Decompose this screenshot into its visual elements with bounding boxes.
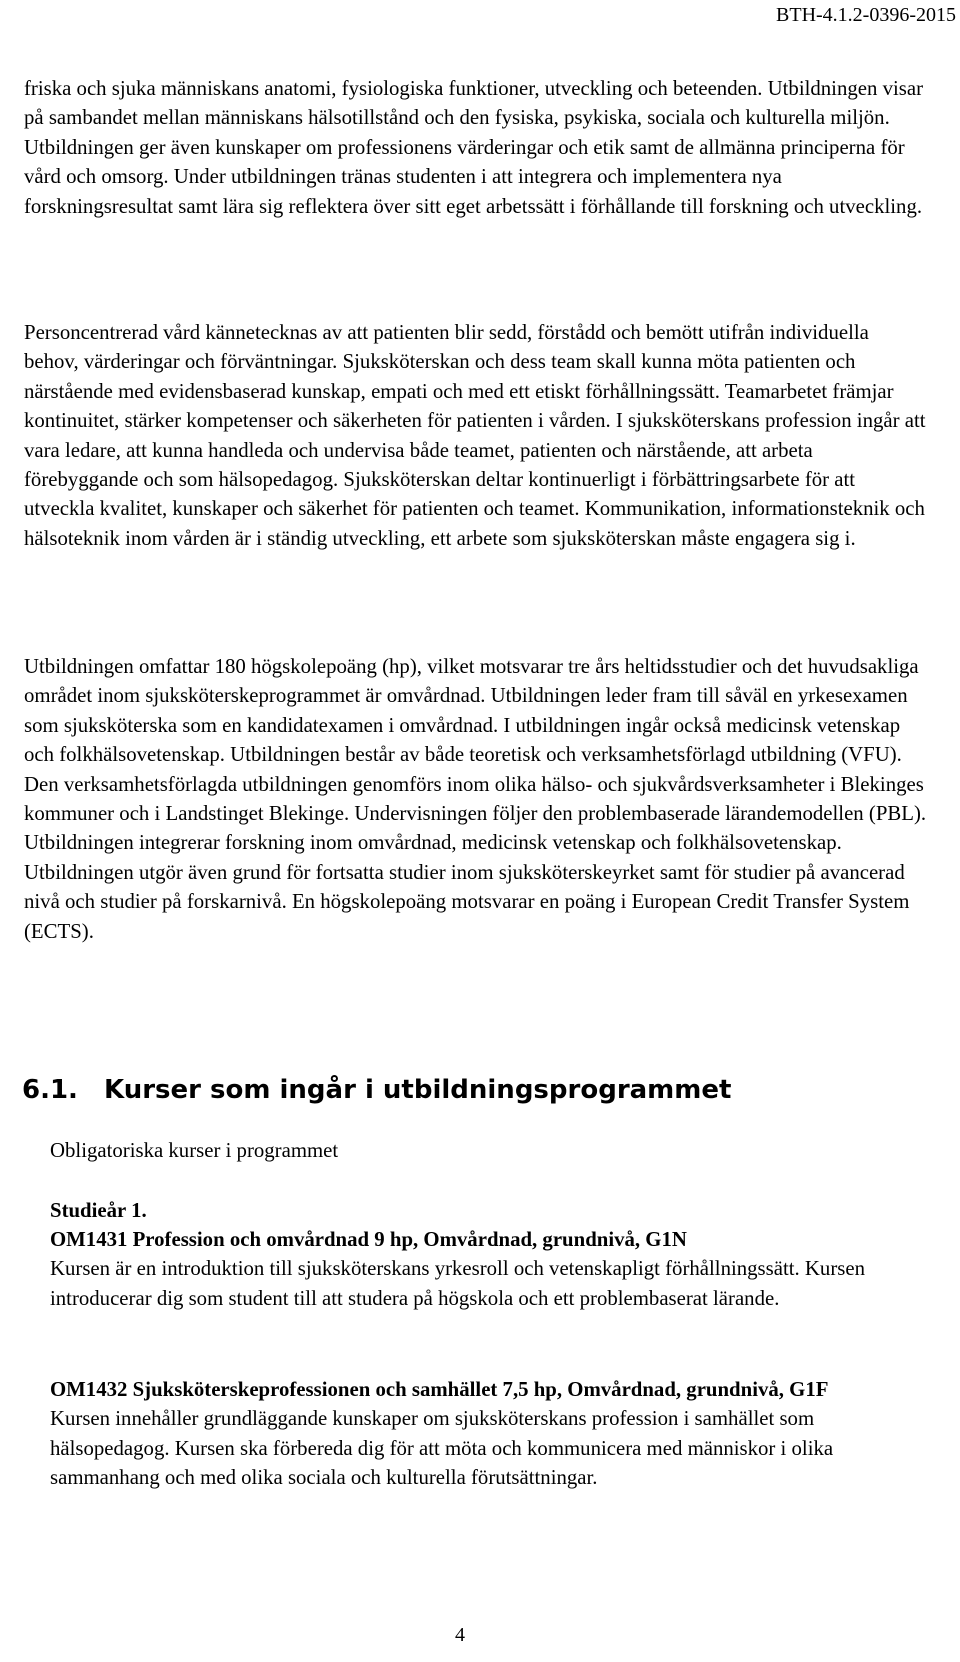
- course-entry: [50, 1375, 930, 1493]
- course-description: Kursen innehåller grundläggande kunskaper om sjuksköterskans profession i samhället som hälsopedagog. Kursen ska förbereda dig för att möta och kommunicera med människor i olika sammanhang och med olika sociala och kulturella förutsättningar.: [50, 1407, 834, 1490]
- body-paragraph-2: Personcentrerad vård kännetecknas av att patienten blir sedd, förstådd och bemött utifrån individuella behov, värderingar och förväntningar. Sjuksköterskan och dess team skall kunna möta patienten och närstående med evidensbaserad kunskap, empati och med ett etiskt förhållningssätt. Teamarbetet främjar kontinuitet, stärker kompetenser och säkerheten för patienten i vården. I sjuksköterskans profession ingår att vara ledare, att kunna handleda och undervisa både teamet, patienten och närstående, att arbeta förebyggande och som hälsopedagog. Sjuksköterskan deltar kontinuerligt i förbättringsarbete för att utveckla kvalitet, kunskaper och säkerhet för patienten och teamet. Kommunikation, informationsteknik och hälsoteknik inom vården är i ständig utveckling, ett arbete som sjuksköterskan måste engagera sig i.: [24, 321, 926, 550]
- section-title: Kurser som ingår i utbildningsprogrammet: [104, 1075, 732, 1105]
- course-title: OM1432 Sjuksköterskeprofessionen och samhället 7,5 hp, Omvårdnad, grundnivå, G1F: [50, 1378, 829, 1401]
- body-paragraph-3: Utbildningen omfattar 180 högskolepoäng (hp), vilket motsvarar tre års heltidsstudier och det huvudsakliga området inom sjuksköterskeprogrammet är omvårdnad. Utbildningen leder fram till såväl en yrkesexamen som sjuksköterska som en kandidatexamen i omvårdnad. I utbildningen ingår också medicinsk vetenskap och folkhälsovetenskap. Utbildningen består av både teoretisk och verksamhetsförlagd utbildning (VFU). Den verksamhetsförlagda utbildningen genomförs inom olika hälso- och sjukvårdsverksamheter i Blekinges kommuner och i Landstinget Blekinge. Undervisningen följer den problembaserade lärandemodellen (PBL). Utbildningen integrerar forskning inom omvårdnad, medicinsk vetenskap och folkhälsovetenskap. Utbildningen utgör även grund för fortsatta studier inom sjuksköterskeyrket samt för studier på avancerad nivå och studier på forskarnivå. En högskolepoäng motsvarar en poäng i European Credit Transfer System (ECTS).: [24, 655, 927, 943]
- study-year-label: Studieår 1.: [50, 1199, 147, 1222]
- document-reference: BTH-4.1.2-0396-2015: [776, 4, 956, 26]
- page-number: 4: [455, 1624, 465, 1646]
- body-paragraph-1: friska och sjuka människans anatomi, fysiologiska funktioner, utveckling och beteenden. Utbildningen visar på sambandet mellan människans hälsotillstånd och den fysiska, psykiska, sociala och kulturella miljön. Utbildningen ger även kunskaper om professionens värderingar och etik samt de allmänna principerna för vård och omsorg. Under utbildningen tränas studenten i att integrera och implementera nya forskningsresultat samt lära sig reflektera över sitt eget arbetssätt i förhållande till forskning och utveckling.: [24, 77, 924, 218]
- course-entry: [50, 1225, 930, 1313]
- section-subtitle: Obligatoriska kurser i programmet: [50, 1139, 339, 1162]
- section-number: 6.1.: [22, 1075, 78, 1105]
- section-heading: [22, 1073, 731, 1107]
- course-title: OM1431 Profession och omvårdnad 9 hp, Omvårdnad, grundnivå, G1N: [50, 1228, 687, 1251]
- course-description: Kursen är en introduktion till sjuksköterskans yrkesroll och vetenskapligt förhållningssätt. Kursen introducerar dig som student till att studera på högskola och ett problembaserat lärande.: [50, 1257, 865, 1310]
